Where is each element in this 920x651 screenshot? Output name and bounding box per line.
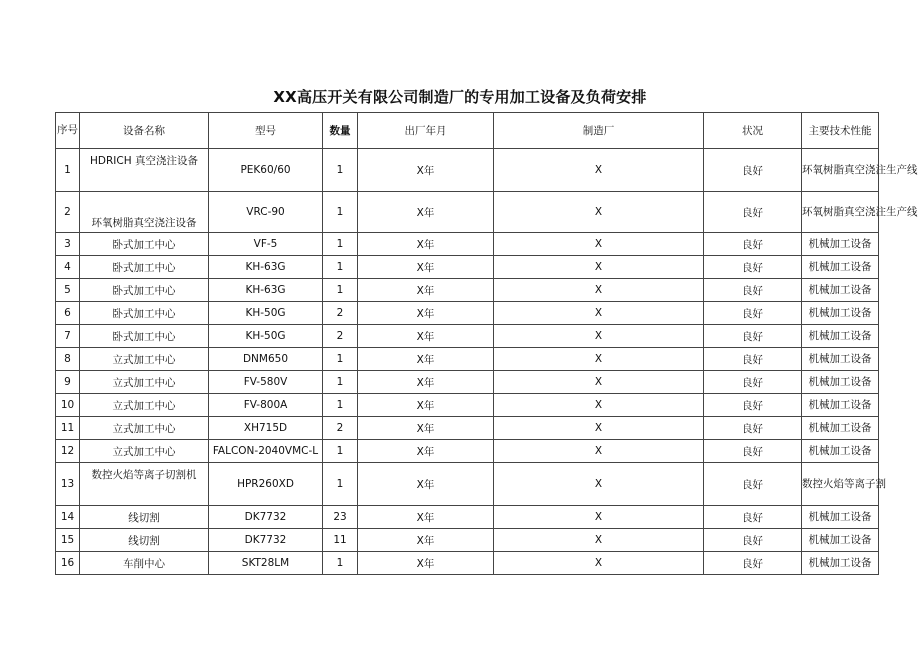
cell-perf: 环氧树脂真空浇注生产线: [802, 192, 879, 233]
cell-status: 良好: [704, 529, 802, 552]
cell-status: 良好: [704, 506, 802, 529]
cell-maker: X: [494, 348, 704, 371]
cell-year: X年: [358, 440, 494, 463]
cell-seq: 8: [56, 348, 80, 371]
cell-name: 环氧树脂真空浇注设备: [80, 192, 209, 233]
cell-seq: 2: [56, 192, 80, 233]
cell-status: 良好: [704, 192, 802, 233]
cell-seq: 7: [56, 325, 80, 348]
table-row: [56, 506, 879, 529]
cell-maker: X: [494, 279, 704, 302]
cell-status: 良好: [704, 302, 802, 325]
cell-year: X年: [358, 192, 494, 233]
cell-status: 良好: [704, 256, 802, 279]
cell-name: 卧式加工中心: [80, 256, 209, 279]
header-status: 状况: [704, 113, 802, 149]
table-row: [56, 440, 879, 463]
cell-maker: X: [494, 371, 704, 394]
cell-name: 立式加工中心: [80, 440, 209, 463]
cell-model: VF-5: [209, 233, 323, 256]
table-row: [56, 529, 879, 552]
cell-qty: 1: [323, 279, 358, 302]
cell-qty: 1: [323, 348, 358, 371]
cell-maker: X: [494, 233, 704, 256]
header-perf: 主要技术性能: [802, 113, 879, 149]
cell-perf: 机械加工设备: [802, 325, 879, 348]
cell-seq: 4: [56, 256, 80, 279]
cell-status: 良好: [704, 394, 802, 417]
table-row: [56, 233, 879, 256]
cell-name: 数控火焰等离子切割机: [80, 463, 209, 506]
header-seq: 序号: [56, 113, 80, 149]
cell-status: 良好: [704, 552, 802, 575]
table-body: [56, 149, 918, 575]
cell-name: HDRICH 真空浇注设备: [80, 149, 209, 192]
cell-year: X年: [358, 463, 494, 506]
table-header-row: [56, 113, 879, 149]
cell-perf: 机械加工设备: [802, 371, 879, 394]
table-row: [56, 394, 879, 417]
cell-name: 立式加工中心: [80, 371, 209, 394]
table-row: [56, 463, 879, 506]
cell-qty: 1: [323, 192, 358, 233]
cell-perf: 数控火焰等离子割: [802, 463, 879, 506]
cell-seq: 15: [56, 529, 80, 552]
cell-year: X年: [358, 256, 494, 279]
cell-model: HPR260XD: [209, 463, 323, 506]
cell-perf: 机械加工设备: [802, 394, 879, 417]
cell-perf: 机械加工设备: [802, 506, 879, 529]
cell-year: X年: [358, 302, 494, 325]
cell-status: 良好: [704, 463, 802, 506]
cell-qty: 1: [323, 463, 358, 506]
cell-model: DNM650: [209, 348, 323, 371]
cell-perf: 机械加工设备: [802, 552, 879, 575]
cell-qty: 2: [323, 417, 358, 440]
cell-maker: X: [494, 149, 704, 192]
cell-maker: X: [494, 394, 704, 417]
table-row: [56, 348, 879, 371]
cell-year: X年: [358, 149, 494, 192]
cell-seq: 10: [56, 394, 80, 417]
cell-year: X年: [358, 417, 494, 440]
cell-maker: X: [494, 417, 704, 440]
cell-model: FV-580V: [209, 371, 323, 394]
cell-qty: 1: [323, 256, 358, 279]
cell-name: 车削中心: [80, 552, 209, 575]
cell-perf: 机械加工设备: [802, 256, 879, 279]
cell-qty: 1: [323, 233, 358, 256]
cell-qty: 1: [323, 371, 358, 394]
equipment-table: [55, 112, 918, 575]
cell-qty: 1: [323, 149, 358, 192]
cell-model: KH-50G: [209, 325, 323, 348]
header-year: 出厂年月: [358, 113, 494, 149]
cell-model: SKT28LM: [209, 552, 323, 575]
cell-maker: X: [494, 506, 704, 529]
cell-year: X年: [358, 506, 494, 529]
cell-name: 卧式加工中心: [80, 279, 209, 302]
cell-seq: 14: [56, 506, 80, 529]
cell-year: X年: [358, 552, 494, 575]
cell-perf: 机械加工设备: [802, 529, 879, 552]
cell-seq: 11: [56, 417, 80, 440]
cell-name: 立式加工中心: [80, 417, 209, 440]
cell-model: KH-50G: [209, 302, 323, 325]
cell-maker: X: [494, 440, 704, 463]
cell-perf: 机械加工设备: [802, 440, 879, 463]
cell-model: VRC-90: [209, 192, 323, 233]
cell-maker: X: [494, 325, 704, 348]
cell-maker: X: [494, 192, 704, 233]
cell-qty: 1: [323, 394, 358, 417]
table-row: [56, 417, 879, 440]
cell-name: 卧式加工中心: [80, 325, 209, 348]
cell-maker: X: [494, 529, 704, 552]
cell-seq: 9: [56, 371, 80, 394]
table-row: [56, 325, 879, 348]
header-name: 设备名称: [80, 113, 209, 149]
cell-qty: 2: [323, 325, 358, 348]
cell-model: FV-800A: [209, 394, 323, 417]
cell-status: 良好: [704, 417, 802, 440]
cell-year: X年: [358, 529, 494, 552]
cell-year: X年: [358, 233, 494, 256]
table-row: [56, 302, 879, 325]
cell-maker: X: [494, 256, 704, 279]
cell-qty: 1: [323, 552, 358, 575]
table-row: [56, 192, 879, 233]
cell-seq: 5: [56, 279, 80, 302]
cell-seq: 16: [56, 552, 80, 575]
cell-model: DK7732: [209, 529, 323, 552]
cell-qty: 23: [323, 506, 358, 529]
cell-seq: 6: [56, 302, 80, 325]
cell-maker: X: [494, 463, 704, 506]
cell-model: KH-63G: [209, 279, 323, 302]
cell-year: X年: [358, 371, 494, 394]
cell-status: 良好: [704, 348, 802, 371]
header-qty: 数量: [323, 113, 358, 149]
cell-model: DK7732: [209, 506, 323, 529]
cell-model: XH715D: [209, 417, 323, 440]
cell-perf: 机械加工设备: [802, 233, 879, 256]
cell-qty: 11: [323, 529, 358, 552]
table-row: [56, 371, 879, 394]
cell-status: 良好: [704, 440, 802, 463]
cell-qty: 2: [323, 302, 358, 325]
page-title: XX高压开关有限公司制造厂的专用加工设备及负荷安排: [273, 88, 647, 106]
cell-status: 良好: [704, 371, 802, 394]
cell-seq: 3: [56, 233, 80, 256]
cell-maker: X: [494, 302, 704, 325]
header-model: 型号: [209, 113, 323, 149]
cell-perf: 机械加工设备: [802, 302, 879, 325]
cell-status: 良好: [704, 149, 802, 192]
table-row: [56, 552, 879, 575]
cell-model: KH-63G: [209, 256, 323, 279]
cell-maker: X: [494, 552, 704, 575]
cell-model: FALCON-2040VMC-L: [209, 440, 323, 463]
table-row: [56, 279, 879, 302]
cell-status: 良好: [704, 233, 802, 256]
cell-perf: 机械加工设备: [802, 348, 879, 371]
cell-seq: 12: [56, 440, 80, 463]
table-row: [56, 149, 879, 192]
cell-year: X年: [358, 348, 494, 371]
table-row: [56, 256, 879, 279]
cell-model: PEK60/60: [209, 149, 323, 192]
cell-name: 立式加工中心: [80, 348, 209, 371]
cell-seq: 13: [56, 463, 80, 506]
cell-qty: 1: [323, 440, 358, 463]
cell-year: X年: [358, 279, 494, 302]
cell-name: 卧式加工中心: [80, 302, 209, 325]
cell-status: 良好: [704, 325, 802, 348]
cell-name: 线切割: [80, 529, 209, 552]
cell-year: X年: [358, 325, 494, 348]
cell-name: 线切割: [80, 506, 209, 529]
cell-perf: 环氧树脂真空浇注生产线: [802, 149, 879, 192]
cell-perf: 机械加工设备: [802, 279, 879, 302]
cell-name: 卧式加工中心: [80, 233, 209, 256]
cell-name: 立式加工中心: [80, 394, 209, 417]
cell-status: 良好: [704, 279, 802, 302]
header-maker: 制造厂: [494, 113, 704, 149]
cell-seq: 1: [56, 149, 80, 192]
cell-year: X年: [358, 394, 494, 417]
cell-perf: 机械加工设备: [802, 417, 879, 440]
